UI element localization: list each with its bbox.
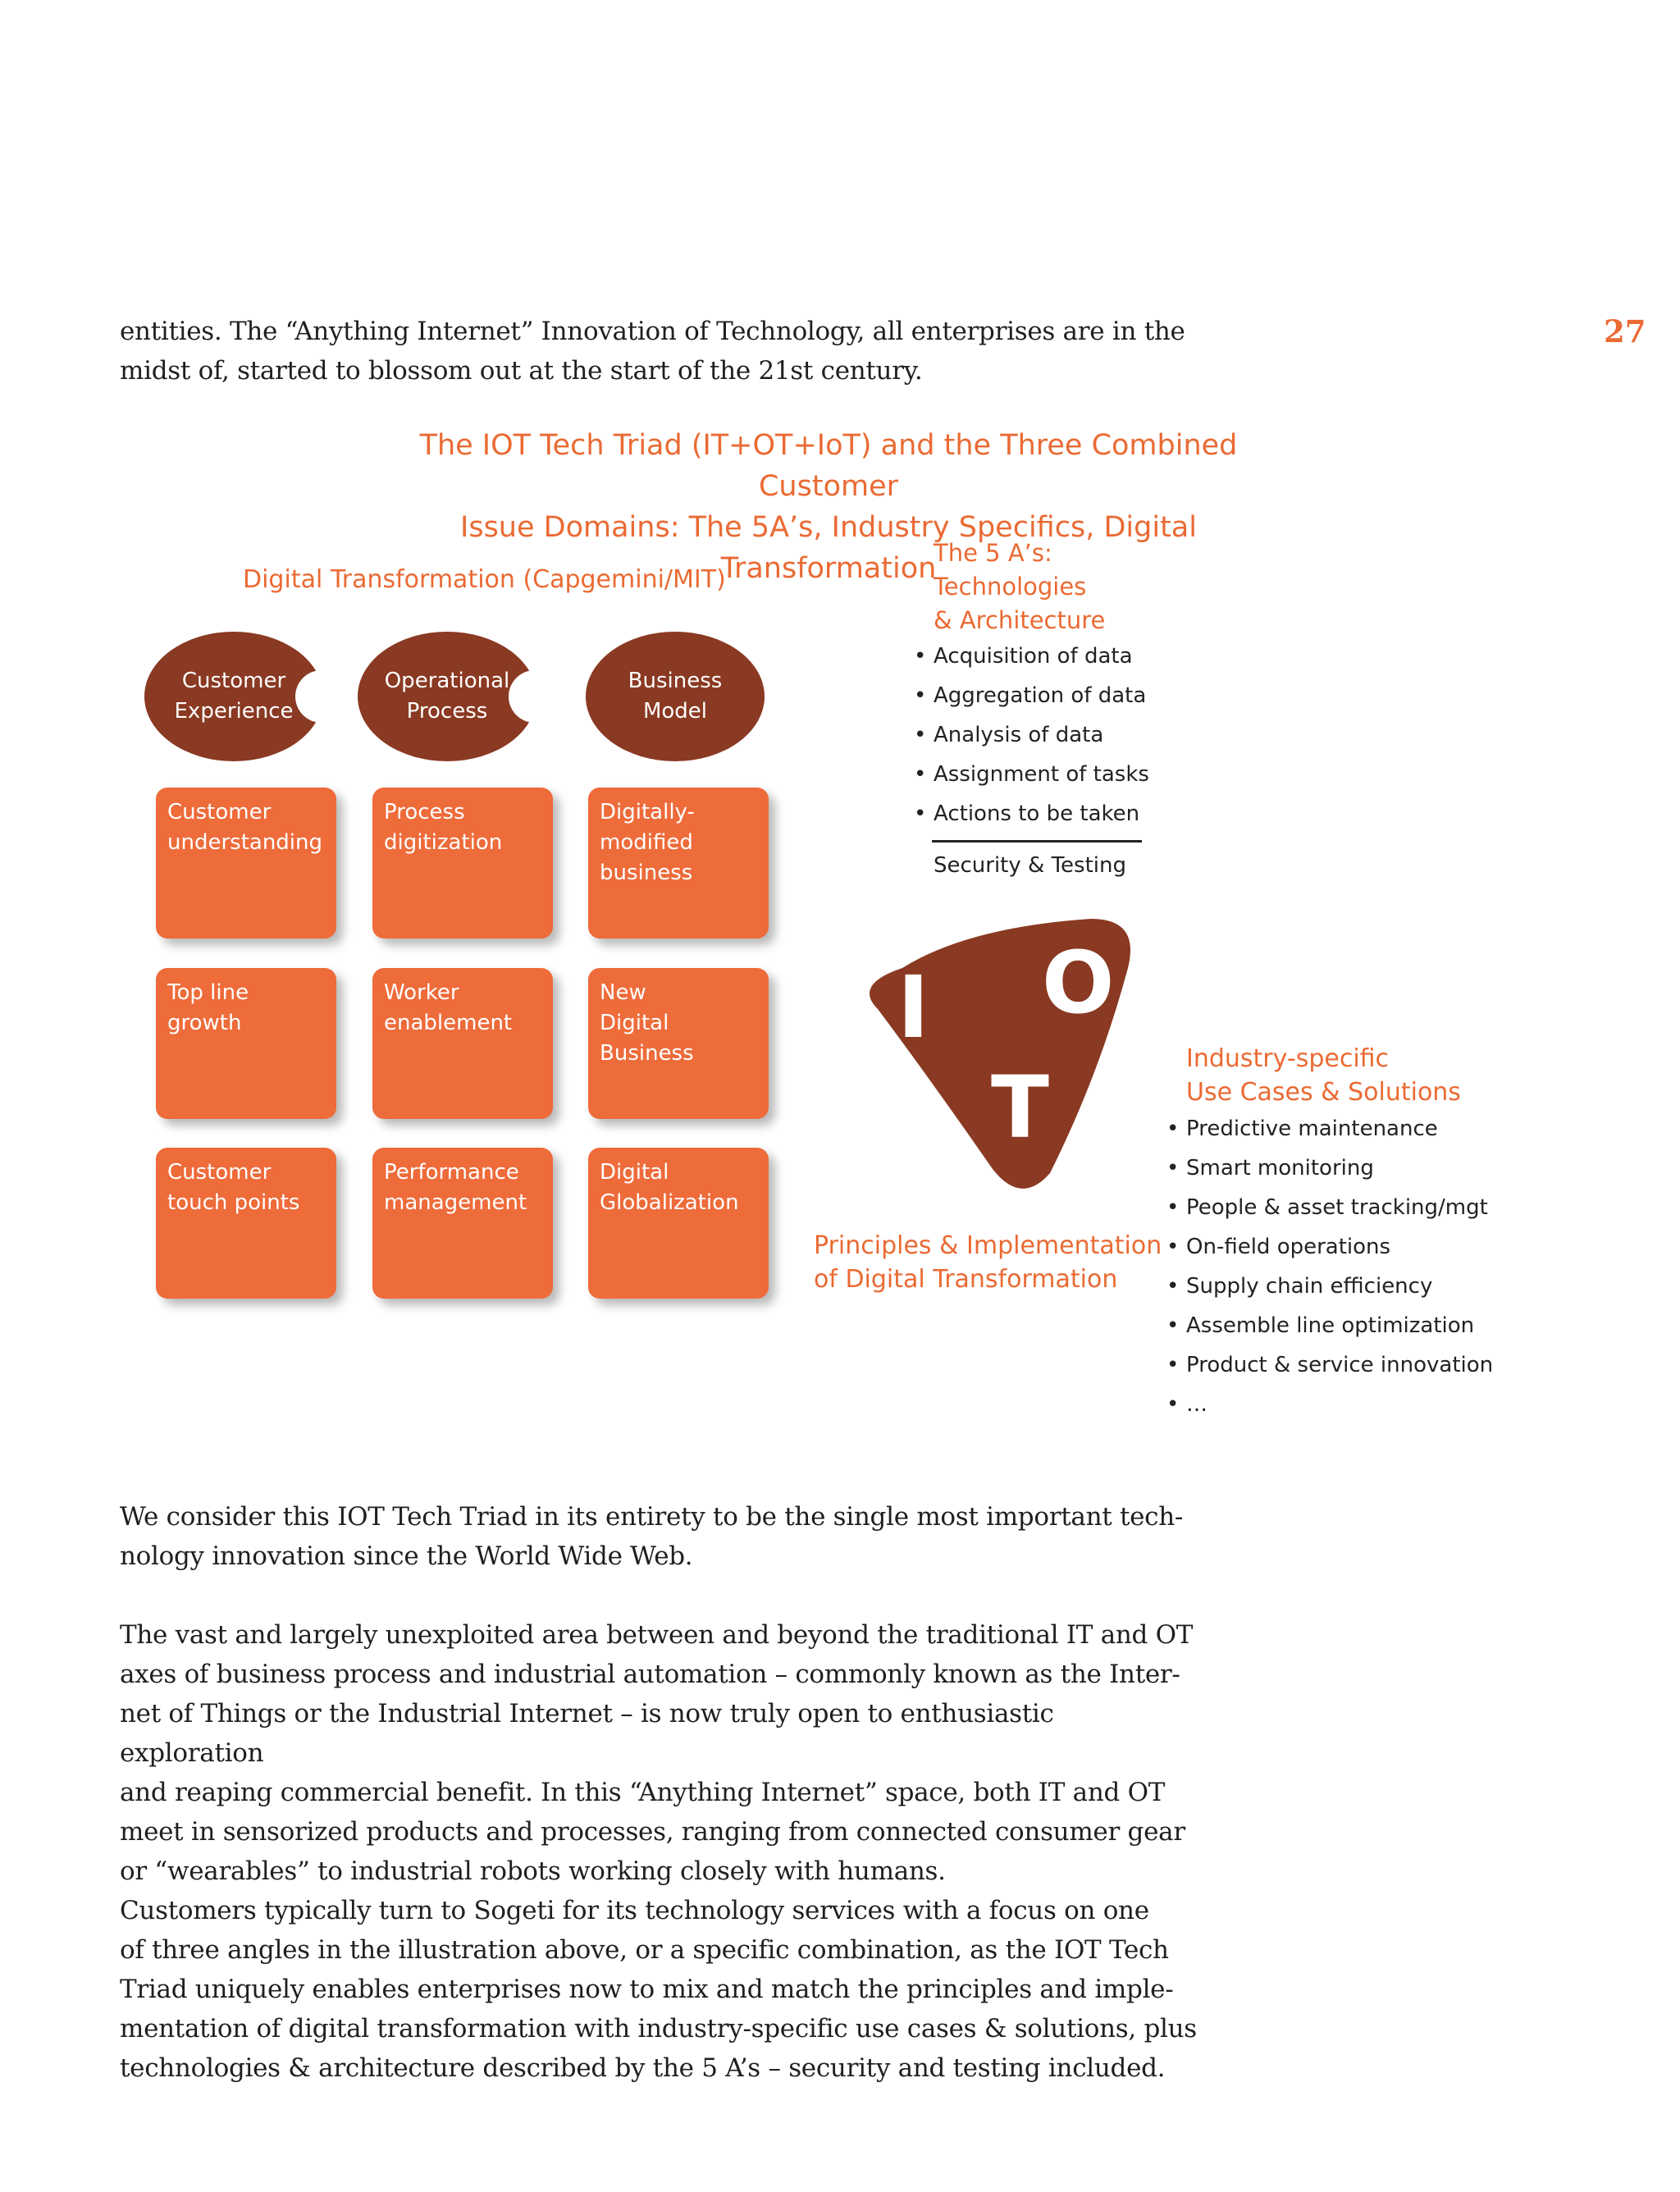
list-item: • Product & service innovation	[1166, 1345, 1493, 1385]
figure-title-line: Issue Domains: The 5A’s, Industry Specifics, Digital Transformation	[460, 511, 1197, 585]
dt-box-digital-globalization: Digital Globalization	[588, 1148, 769, 1299]
triad-letter-i: I	[897, 957, 929, 1057]
dt-box-customer-understanding: Customer understanding	[156, 788, 336, 938]
dt-box-new-digital-business: New Digital Business	[588, 968, 769, 1119]
paragraph-line: of three angles in the illustration above, or a specific combination, as the IOT Tech	[120, 1935, 1169, 1965]
list-item: • …	[1166, 1385, 1493, 1424]
paragraph-line: axes of business process and industrial automation – commonly known as the Inter-	[120, 1660, 1180, 1689]
pillar-operational-process	[358, 632, 536, 761]
paragraph-line: or “wearables” to industrial robots working closely with humans.	[120, 1856, 946, 1886]
dt-box-process-digitization: Process digitization	[372, 788, 553, 938]
five-a-heading-line: & Architecture	[934, 606, 1106, 634]
five-a-divider	[932, 840, 1142, 843]
five-a-heading-line: The 5 A’s:	[934, 539, 1052, 567]
list-item: • Assemble line optimization	[1166, 1306, 1493, 1345]
pillar-notch	[509, 670, 561, 723]
paragraph-line: The vast and largely unexploited area between and beyond the traditional IT and OT	[120, 1620, 1194, 1650]
pillar-label: Operational Process	[384, 669, 510, 724]
paragraph-line: Customers typically turn to Sogeti for its technology services with a focus on one	[120, 1896, 1149, 1925]
list-item: • On-field operations	[1166, 1227, 1493, 1267]
use-cases-heading-line: Industry-specific	[1186, 1044, 1390, 1073]
list-item: • Acquisition of data	[914, 637, 1149, 676]
list-item: • Predictive maintenance	[1166, 1109, 1493, 1149]
dt-box-top-line-growth: Top line growth	[156, 968, 336, 1119]
triad-letter-t: T	[991, 1057, 1049, 1158]
list-item: • People & asset tracking/mgt	[1166, 1188, 1493, 1227]
pillar-label: Customer Experience	[174, 669, 294, 724]
intro-line: entities. The “Anything Internet” Innovation of Technology, all enterprises are in the	[120, 317, 1185, 346]
pillar-label: Business Model	[628, 669, 723, 724]
dt-box-worker-enablement: Worker enablement	[372, 968, 553, 1119]
five-a-heading	[934, 537, 1105, 637]
five-a-list	[914, 637, 1149, 833]
principles-line: Principles & Implementation	[814, 1231, 1162, 1260]
paragraph-line: technologies & architecture described by the 5 A’s – security and testing included.	[120, 2053, 1166, 2083]
principles-heading	[814, 1229, 1162, 1296]
pillar-notch	[295, 670, 348, 723]
list-item: • Smart monitoring	[1166, 1149, 1493, 1188]
list-item: • Aggregation of data	[914, 676, 1149, 715]
list-item: • Supply chain efficiency	[1166, 1267, 1493, 1306]
pillar-business-model	[586, 632, 765, 761]
page-number: 27	[1604, 313, 1646, 349]
dt-heading: Digital Transformation (Capgemini/MIT)	[243, 565, 726, 594]
triad-letter-o: O	[1042, 933, 1115, 1033]
paragraph-line: nology innovation since the World Wide Web.	[120, 1541, 693, 1571]
list-item: • Actions to be taken	[914, 794, 1149, 833]
paragraph-1	[120, 1497, 1203, 1576]
paragraph-2	[120, 1615, 1203, 1891]
intro-text	[120, 312, 1186, 390]
dt-box-customer-touch-points: Customer touch points	[156, 1148, 336, 1299]
paragraph-line: and reaping commercial benefit. In this “Anything Internet” space, both IT and OT	[120, 1778, 1166, 1807]
paragraph-line: mentation of digital transformation with industry-specific use cases & solutions, plus	[120, 2014, 1197, 2044]
principles-line: of Digital Transformation	[814, 1265, 1118, 1294]
dt-box-digitally-modified-business: Digitally- modified business	[588, 788, 769, 938]
list-item: • Assignment of tasks	[914, 755, 1149, 794]
list-item: • Analysis of data	[914, 715, 1149, 755]
pillar-customer-experience	[144, 632, 323, 761]
figure-title-line: The IOT Tech Triad (IT+OT+IoT) and the Three Combined Customer	[419, 429, 1238, 503]
paragraph-3	[120, 1891, 1203, 2088]
intro-line: midst of, started to blossom out at the start of the 21st century.	[120, 356, 923, 386]
five-a-heading-line: Technologies	[934, 573, 1087, 601]
dt-box-performance-management: Performance management	[372, 1148, 553, 1299]
use-cases-list	[1166, 1109, 1493, 1424]
use-cases-heading-line: Use Cases & Solutions	[1186, 1078, 1461, 1107]
paragraph-line: meet in sensorized products and processes, ranging from connected consumer gear	[120, 1817, 1185, 1847]
use-cases-heading	[1186, 1042, 1461, 1109]
paragraph-line: net of Things or the Industrial Internet – is now truly open to enthusiastic exploration	[120, 1699, 1054, 1768]
paragraph-line: We consider this IOT Tech Triad in its entirety to be the single most important tech-	[120, 1502, 1184, 1532]
paragraph-line: Triad uniquely enables enterprises now to mix and match the principles and imple-	[120, 1975, 1174, 2004]
security-testing-label: Security & Testing	[934, 853, 1126, 878]
